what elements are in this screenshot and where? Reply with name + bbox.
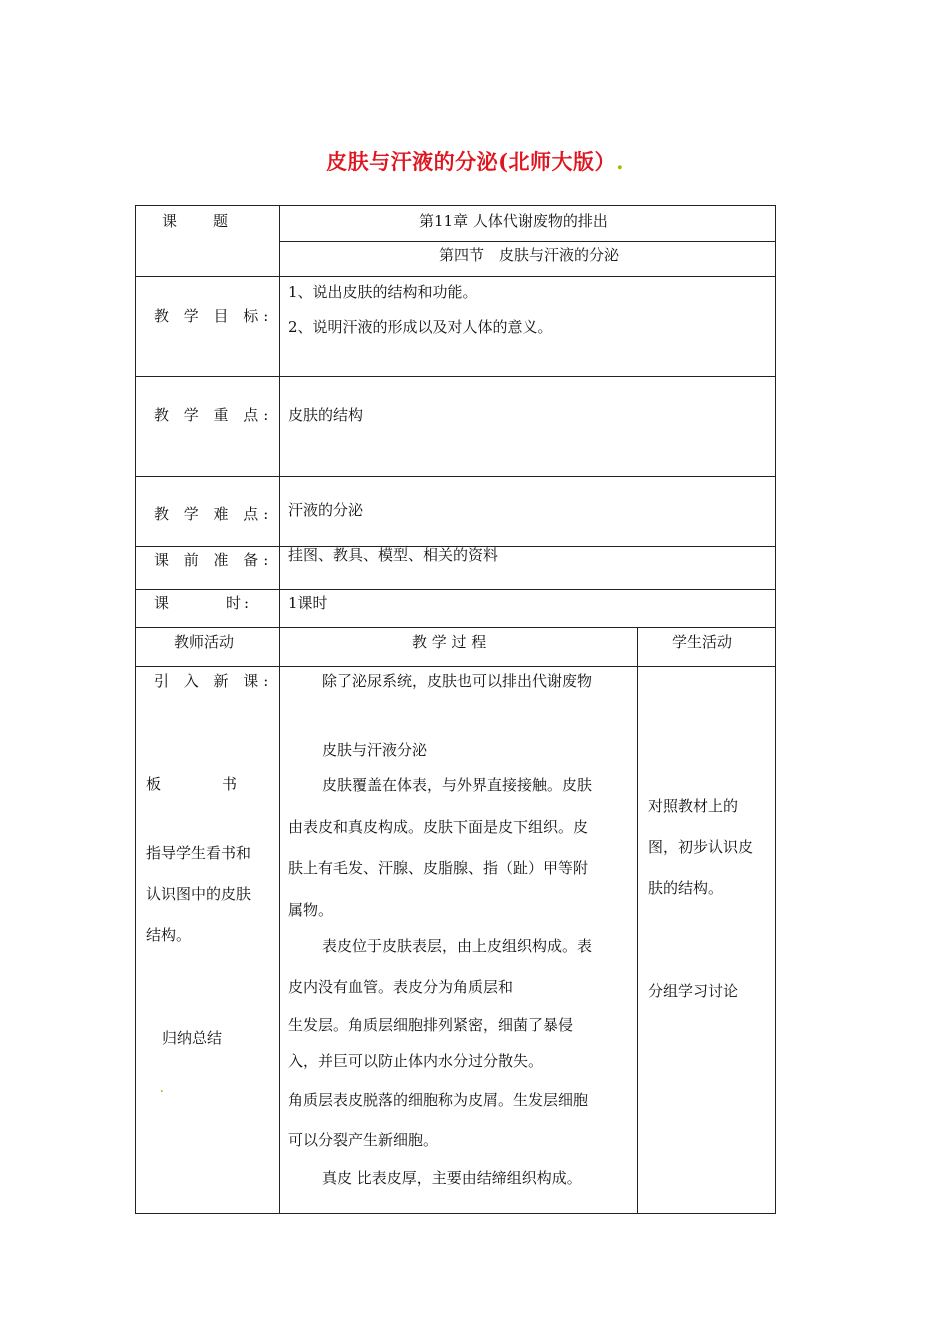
document-title-text: 皮肤与汗液的分泌(北师大版） xyxy=(326,149,617,174)
process-line-13: 真皮 比表皮厚，主要由结缔组织构成。 xyxy=(322,1169,582,1187)
topic-label: 课 题 xyxy=(162,212,231,230)
student-line-3: 肤的结构。 xyxy=(648,879,724,897)
process-line-8: 皮内没有血管。表皮分为角质层和 xyxy=(288,978,514,996)
hours-label: 课 时: xyxy=(154,594,253,612)
difficulty-label: 教 学 难 点: xyxy=(154,505,274,523)
process-line-1: 除了泌尿系统，皮肤也可以排出代谢废物 xyxy=(322,672,593,690)
teacher-guide-2: 认识图中的皮肤 xyxy=(146,885,252,903)
process-line-7: 表皮位于皮肤表层，由上皮组织构成。表 xyxy=(322,937,593,955)
section-title: 第四节 皮肤与汗液的分泌 xyxy=(439,246,620,264)
process-line-9: 生发层。角质层细胞排列紧密，细菌了暴侵 xyxy=(288,1016,574,1034)
process-line-2: 皮肤与汗液分泌 xyxy=(322,741,428,759)
document-title xyxy=(0,146,950,176)
teacher-summary: 归纳总结 xyxy=(162,1029,223,1047)
header-process: 教 学 过 程 xyxy=(412,633,487,651)
objectives-label: 教 学 目 标: xyxy=(154,307,274,325)
student-line-2: 图，初步认识皮 xyxy=(648,838,754,856)
objective-2: 2、说明汗液的形成以及对人体的意义。 xyxy=(288,318,553,336)
process-line-12: 可以分裂产生新细胞。 xyxy=(288,1131,439,1149)
teacher-board-1: 板 xyxy=(146,775,162,793)
process-line-4: 由表皮和真皮构成。皮肤下面是皮下组织。皮 xyxy=(288,818,589,836)
student-line-1: 对照教材上的 xyxy=(648,797,739,815)
rule-after-hours xyxy=(136,627,775,628)
prep-label: 课 前 准 备: xyxy=(154,551,274,569)
lesson-plan-table xyxy=(135,205,776,1214)
process-line-10: 入，并巨可以防止体内水分过分散失。 xyxy=(288,1052,544,1070)
title-dot: . xyxy=(616,149,624,174)
key-point-label: 教 学 重 点: xyxy=(154,406,274,424)
teacher-intro: 引 入 新 课: xyxy=(154,672,274,690)
difficulty: 汗液的分泌 xyxy=(288,501,364,519)
hours: 1课时 xyxy=(288,594,328,612)
teacher-board-2: 书 xyxy=(222,775,238,793)
rule-after-headers xyxy=(136,666,775,667)
mark-dot: . xyxy=(160,1084,164,1095)
objective-1: 1、说出皮肤的结构和功能。 xyxy=(288,283,478,301)
teacher-guide-3: 结构。 xyxy=(146,926,192,944)
rule-col-1 xyxy=(279,206,280,1213)
teacher-guide-1: 指导学生看书和 xyxy=(146,844,252,862)
key-point: 皮肤的结构 xyxy=(288,406,364,424)
process-line-6: 属物。 xyxy=(288,901,334,919)
chapter-title: 第11章 人体代谢废物的排出 xyxy=(419,212,608,230)
rule-after-topic xyxy=(136,276,775,277)
process-line-3: 皮肤覆盖在体表，与外界直接接触。皮肤 xyxy=(322,776,593,794)
header-student: 学生活动 xyxy=(672,633,733,651)
prep: 挂图、教具、模型、相关的资料 xyxy=(288,546,499,564)
rule-col-2 xyxy=(637,627,638,1213)
rule-after-objectives xyxy=(136,376,775,377)
rule-chapter-section xyxy=(279,241,776,242)
process-line-11: 角质层表皮脱落的细胞称为皮屑。生发层细胞 xyxy=(288,1091,589,1109)
rule-after-prep xyxy=(136,589,775,590)
student-line-4: 分组学习讨论 xyxy=(648,982,739,1000)
process-line-5: 肤上有毛发、汗腺、皮脂腺、指（趾）甲等附 xyxy=(288,859,589,877)
header-teacher: 教师活动 xyxy=(174,633,235,651)
rule-after-key xyxy=(136,476,775,477)
